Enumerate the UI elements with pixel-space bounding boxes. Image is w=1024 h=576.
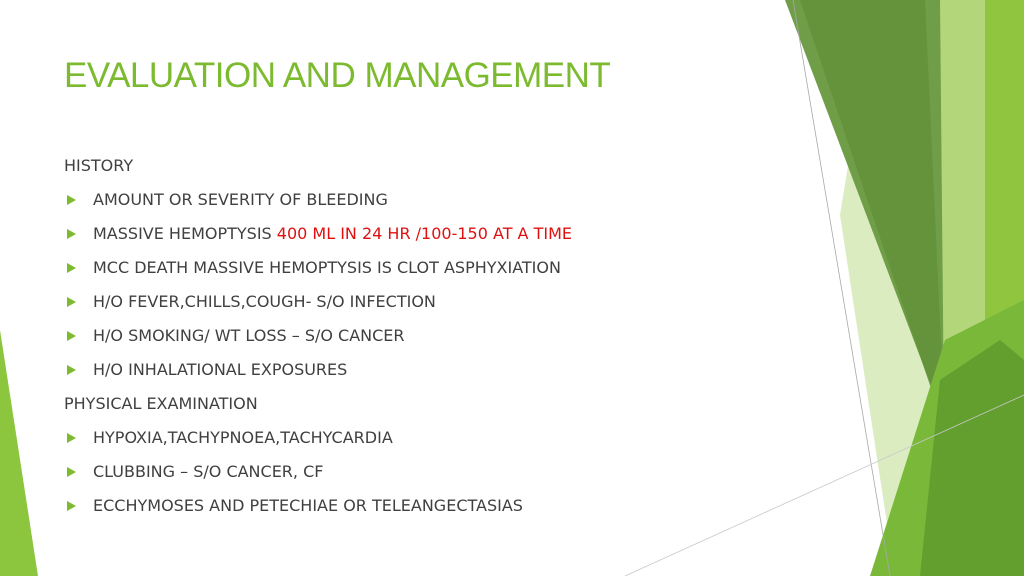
slide-content <box>64 154 764 528</box>
bullet-text: CLUBBING – S/O CANCER, CF <box>93 462 324 481</box>
section-heading-physical-examination: PHYSICAL EXAMINATION <box>64 394 258 413</box>
bullet-text: MCC DEATH MASSIVE HEMOPTYSIS IS CLOT ASPHYXIATION <box>93 258 561 277</box>
bullet-item-ecchymoses <box>64 494 764 528</box>
decor-left-sliver <box>0 330 38 576</box>
triangle-bullet-icon <box>67 263 76 273</box>
bullet-item-inhalational-exposures <box>64 358 764 392</box>
bullet-highlight-text: 400 ML IN 24 HR /100-150 AT A TIME <box>276 224 572 243</box>
slide-title: EVALUATION AND MANAGEMENT <box>64 56 611 95</box>
bullet-text: AMOUNT OR SEVERITY OF BLEEDING <box>93 190 388 209</box>
bullet-text: H/O INHALATIONAL EXPOSURES <box>93 360 348 379</box>
bullet-item-hypoxia <box>64 426 764 460</box>
bullet-item-cancer <box>64 324 764 358</box>
bullet-text: ECCHYMOSES AND PETECHIAE OR TELEANGECTASIAS <box>93 496 523 515</box>
bullet-text: HYPOXIA,TACHYPNOEA,TACHYCARDIA <box>93 428 393 447</box>
triangle-bullet-icon <box>67 331 76 341</box>
triangle-bullet-icon <box>67 501 76 511</box>
bullet-text: H/O FEVER,CHILLS,COUGH- S/O INFECTION <box>93 292 436 311</box>
bullet-item-infection <box>64 290 764 324</box>
section-heading-history: HISTORY <box>64 156 134 175</box>
bullet-item-clubbing <box>64 460 764 494</box>
bullet-item-clot-asphyxiation <box>64 256 764 290</box>
triangle-bullet-icon <box>67 365 76 375</box>
triangle-bullet-icon <box>67 433 76 443</box>
bullet-item-massive-hemoptysis <box>64 222 764 256</box>
bullet-text: H/O SMOKING/ WT LOSS – S/O CANCER <box>93 326 405 345</box>
bullet-text: MASSIVE HEMOPTYSIS <box>93 224 277 243</box>
triangle-bullet-icon <box>67 297 76 307</box>
bullet-item-bleeding-severity <box>64 188 764 222</box>
triangle-bullet-icon <box>67 467 76 477</box>
triangle-bullet-icon <box>67 195 76 205</box>
triangle-bullet-icon <box>67 229 76 239</box>
